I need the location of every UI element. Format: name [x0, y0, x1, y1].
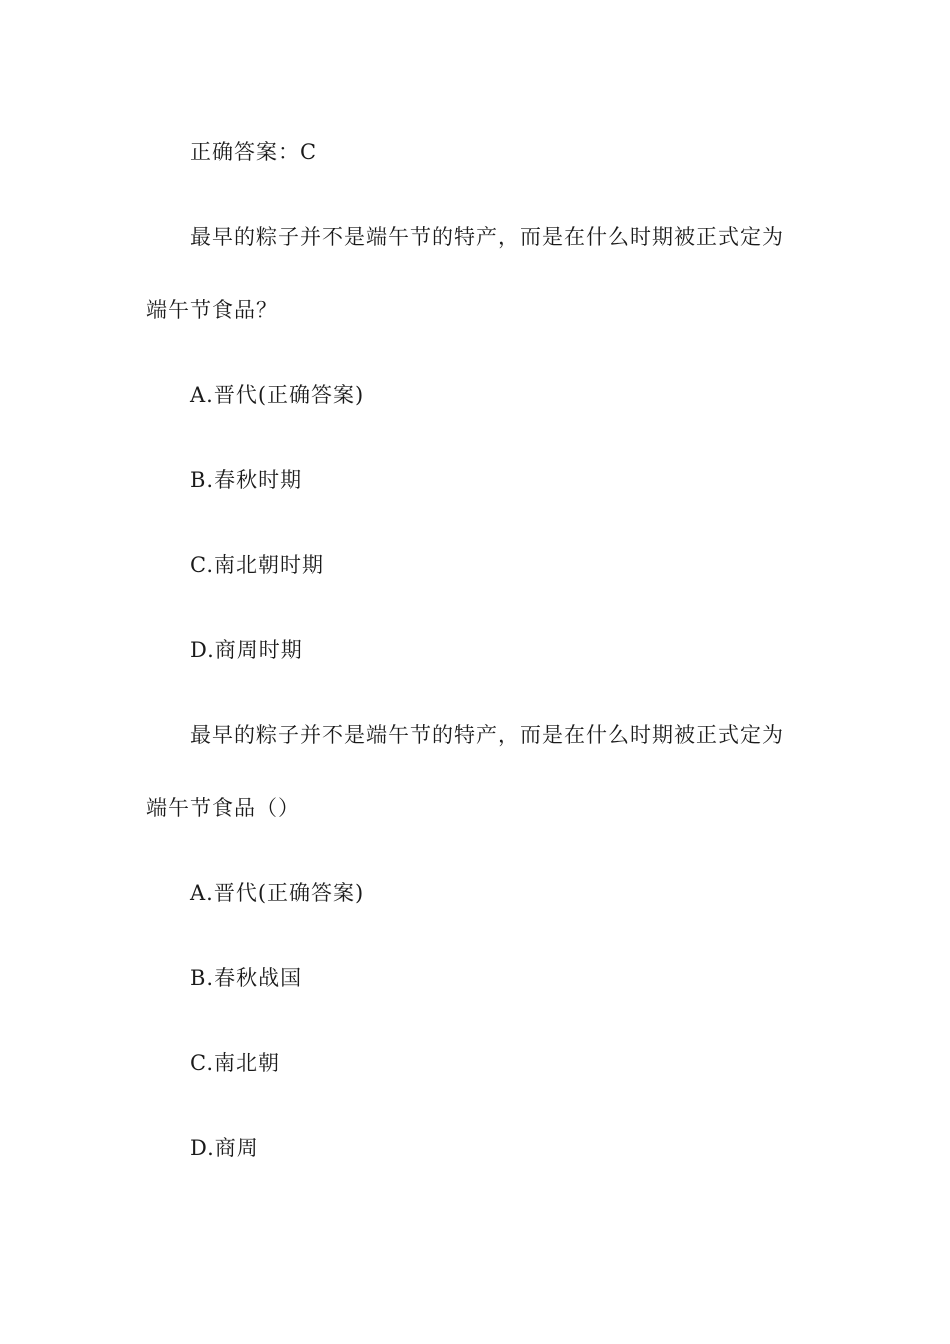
question-2-text-line-1: 最早的粽子并不是端午节的特产，而是在什么时期被正式定为	[190, 723, 784, 747]
question-2-option-c: C.南北朝	[190, 1051, 280, 1075]
question-1-text-line-1: 最早的粽子并不是端午节的特产，而是在什么时期被正式定为	[190, 225, 784, 249]
question-1-option-a: A.晋代(正确答案)	[190, 383, 365, 407]
question-2-option-a: A.晋代(正确答案)	[190, 881, 365, 905]
question-1-option-b: B.春秋时期	[190, 468, 303, 492]
question-2-text-line-2: 端午节食品（）	[146, 796, 300, 820]
question-2-option-d: D.商周	[190, 1136, 259, 1160]
question-2-option-b: B.春秋战国	[190, 966, 303, 990]
answer-line: 正确答案：C	[190, 140, 318, 164]
question-1-text-line-2: 端午节食品？	[146, 298, 278, 322]
question-1-option-c: C.南北朝时期	[190, 553, 324, 577]
question-1-option-d: D.商周时期	[190, 638, 303, 662]
